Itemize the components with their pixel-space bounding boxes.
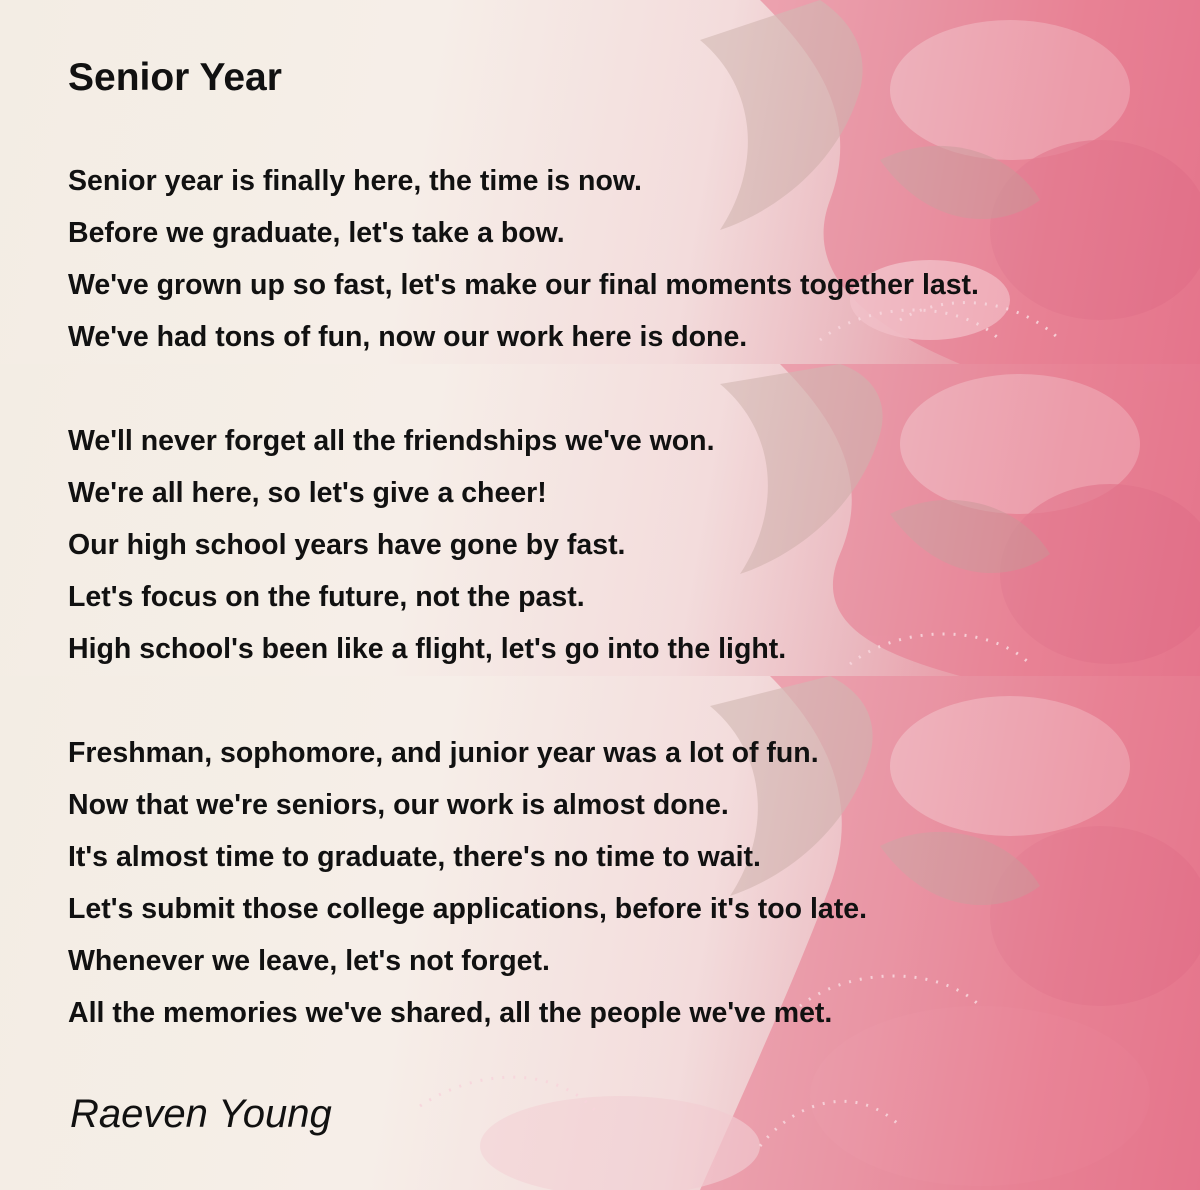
- poem-line: All the memories we've shared, all the people we've met.: [68, 997, 833, 1029]
- poem-line: Whenever we leave, let's not forget.: [68, 945, 550, 977]
- poem-line: Freshman, sophomore, and junior year was a lot of fun.: [68, 737, 819, 769]
- poem-title: Senior Year: [68, 56, 282, 99]
- poem-author: Raeven Young: [70, 1092, 332, 1136]
- poem-line: We've had tons of fun, now our work here is done.: [68, 321, 748, 353]
- poem-line: Before we graduate, let's take a bow.: [68, 217, 565, 249]
- poem-line: It's almost time to graduate, there's no time to wait.: [68, 841, 761, 873]
- stanza-1: [68, 155, 979, 363]
- stanza-2: [68, 415, 786, 675]
- poem-line: Our high school years have gone by fast.: [68, 529, 626, 561]
- poem-line: We've grown up so fast, let's make our final moments together last.: [68, 269, 979, 301]
- poem-line: Senior year is finally here, the time is now.: [68, 165, 642, 197]
- poem-line: Let's submit those college applications, before it's too late.: [68, 893, 868, 925]
- poem-line: Now that we're seniors, our work is almost done.: [68, 789, 729, 821]
- poem-line: We're all here, so let's give a cheer!: [68, 477, 547, 509]
- poem-line: Let's focus on the future, not the past.: [68, 581, 585, 613]
- poem-line: We'll never forget all the friendships we've won.: [68, 425, 715, 457]
- poem-line: High school's been like a flight, let's go into the light.: [68, 633, 787, 665]
- stanza-3: [68, 727, 867, 1039]
